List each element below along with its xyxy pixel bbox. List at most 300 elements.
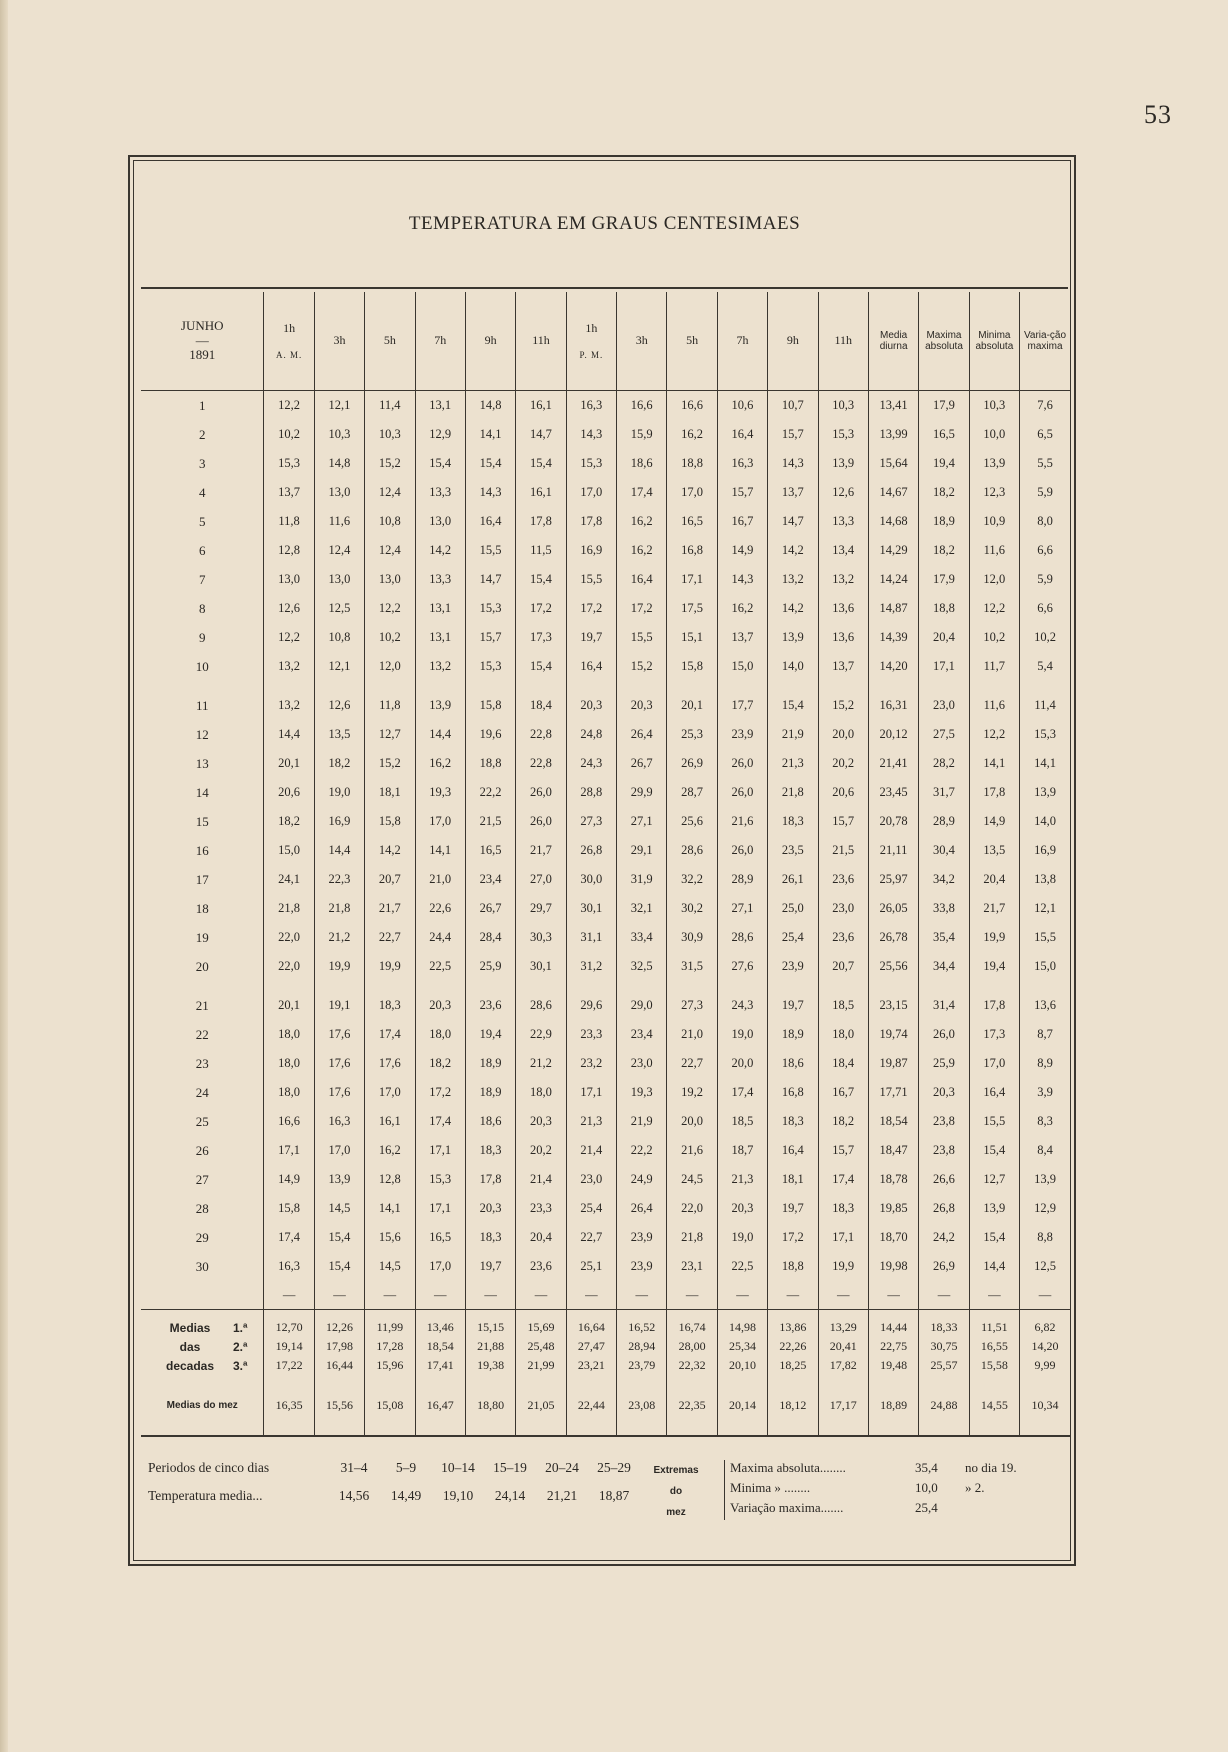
value-cell: 12,9 bbox=[1020, 1194, 1070, 1223]
value-cell: 19,98 bbox=[868, 1252, 918, 1281]
value-cell: 15,4 bbox=[314, 1252, 364, 1281]
value-cell: 15,0 bbox=[1020, 952, 1070, 981]
value-cell: 16,3 bbox=[314, 1107, 364, 1136]
value-cell: 6,6 bbox=[1020, 594, 1070, 623]
decade-value: 17,28 bbox=[365, 1337, 415, 1356]
value-cell: 16,2 bbox=[617, 536, 667, 565]
value-cell: 18,0 bbox=[818, 1020, 868, 1049]
table-row bbox=[141, 1049, 1070, 1078]
value-cell: 21,7 bbox=[365, 894, 415, 923]
col-header-media: Media diurna bbox=[868, 292, 918, 391]
value-cell: 13,7 bbox=[717, 623, 767, 652]
table-row bbox=[141, 594, 1070, 623]
value-cell: 22,7 bbox=[667, 1049, 717, 1078]
day-cell: 2 bbox=[198, 426, 206, 442]
period-temp: 14,49 bbox=[390, 1488, 422, 1503]
value-cell: 14,3 bbox=[717, 565, 767, 594]
gap-cell bbox=[969, 981, 1019, 991]
value-cell: 15,5 bbox=[465, 536, 515, 565]
value-cell: 26,4 bbox=[617, 720, 667, 749]
value-cell: 16,9 bbox=[566, 536, 616, 565]
value-cell: 21,5 bbox=[465, 807, 515, 836]
day-cell: 10 bbox=[195, 658, 209, 674]
value-cell: 16,4 bbox=[617, 565, 667, 594]
value-cell: 24,3 bbox=[717, 991, 767, 1020]
period-range: 15–19 bbox=[493, 1460, 527, 1475]
day-cell: 18 bbox=[195, 900, 209, 916]
value-cell: 10,8 bbox=[314, 623, 364, 652]
value-cell: 10,2 bbox=[365, 623, 415, 652]
table-row bbox=[141, 1078, 1070, 1107]
decade-value: 20,41 bbox=[818, 1337, 868, 1356]
value-cell: 15,64 bbox=[868, 449, 918, 478]
day-cell: 15 bbox=[195, 813, 209, 829]
value-cell: 19,7 bbox=[566, 623, 616, 652]
value-cell: 13,6 bbox=[1020, 991, 1070, 1020]
value-cell: 25,4 bbox=[768, 923, 818, 952]
day-cell: 27 bbox=[195, 1171, 209, 1187]
value-cell: 21,3 bbox=[566, 1107, 616, 1136]
value-cell: 10,0 bbox=[969, 420, 1019, 449]
value-cell: 14,7 bbox=[465, 565, 515, 594]
decade-value: 30,75 bbox=[919, 1337, 969, 1356]
temp-media-label: Temperatura media... bbox=[148, 1488, 263, 1503]
value-cell: 8,7 bbox=[1020, 1020, 1070, 1049]
value-cell: 18,1 bbox=[768, 1165, 818, 1194]
value-cell: 14,1 bbox=[365, 1194, 415, 1223]
value-cell: 22,7 bbox=[566, 1223, 616, 1252]
value-cell: 16,5 bbox=[465, 836, 515, 865]
value-cell: 20,0 bbox=[717, 1049, 767, 1078]
value-cell: 16,2 bbox=[365, 1136, 415, 1165]
value-cell: 26,8 bbox=[566, 836, 616, 865]
table-row bbox=[141, 991, 1070, 1020]
day-cell: 25 bbox=[195, 1113, 209, 1129]
value-cell: 13,9 bbox=[314, 1165, 364, 1194]
value-cell: 17,6 bbox=[314, 1020, 364, 1049]
value-cell: 20,1 bbox=[667, 691, 717, 720]
table-row bbox=[141, 778, 1070, 807]
decade-value: 20,10 bbox=[717, 1356, 767, 1375]
value-cell: 14,1 bbox=[969, 749, 1019, 778]
month-mean-value: 14,55 bbox=[969, 1375, 1019, 1436]
period-range: 31–4 bbox=[340, 1460, 368, 1475]
day-cell: 28 bbox=[195, 1200, 209, 1216]
value-cell: 14,5 bbox=[365, 1252, 415, 1281]
table-row bbox=[141, 507, 1070, 536]
value-cell: 16,4 bbox=[566, 652, 616, 681]
value-cell: 26,0 bbox=[516, 778, 566, 807]
value-cell: 15,3 bbox=[465, 594, 515, 623]
value-cell: 23,0 bbox=[919, 691, 969, 720]
value-cell: 14,3 bbox=[465, 478, 515, 507]
value-cell: 27,3 bbox=[566, 807, 616, 836]
decade-value: 11,99 bbox=[365, 1310, 415, 1338]
value-cell: 23,5 bbox=[768, 836, 818, 865]
decade-value: 28,94 bbox=[617, 1337, 667, 1356]
value-cell: 15,7 bbox=[768, 420, 818, 449]
value-cell: 13,2 bbox=[818, 565, 868, 594]
value-cell: 23,9 bbox=[768, 952, 818, 981]
gap-cell bbox=[717, 681, 767, 691]
gap-cell bbox=[667, 681, 717, 691]
value-cell: 17,4 bbox=[264, 1223, 314, 1252]
gap-cell bbox=[141, 981, 264, 991]
period-range: 25–29 bbox=[597, 1460, 631, 1475]
extremes-rows bbox=[724, 1460, 1017, 1520]
value-cell: 20,3 bbox=[919, 1078, 969, 1107]
value-cell: 22,7 bbox=[365, 923, 415, 952]
day-cell: 9 bbox=[198, 629, 206, 645]
value-cell: 17,4 bbox=[415, 1107, 465, 1136]
dash-cell: — bbox=[868, 1281, 918, 1310]
value-cell: 15,3 bbox=[465, 652, 515, 681]
value-cell: 19,7 bbox=[768, 1194, 818, 1223]
value-cell: 10,3 bbox=[314, 420, 364, 449]
value-cell: 13,9 bbox=[1020, 1165, 1070, 1194]
dash-cell: — bbox=[516, 1281, 566, 1310]
value-cell: 17,0 bbox=[314, 1136, 364, 1165]
value-cell: 13,9 bbox=[969, 1194, 1019, 1223]
value-cell: 18,9 bbox=[919, 507, 969, 536]
value-cell: 15,1 bbox=[667, 623, 717, 652]
gap-cell bbox=[667, 981, 717, 991]
value-cell: 18,0 bbox=[264, 1078, 314, 1107]
value-cell: 12,1 bbox=[314, 391, 364, 421]
value-cell: 17,71 bbox=[868, 1078, 918, 1107]
value-cell: 14,4 bbox=[969, 1252, 1019, 1281]
value-cell: 13,9 bbox=[1020, 778, 1070, 807]
value-cell: 13,5 bbox=[314, 720, 364, 749]
value-cell: 29,9 bbox=[617, 778, 667, 807]
col-header: 9h bbox=[465, 292, 515, 391]
value-cell: 10,6 bbox=[717, 391, 767, 421]
value-cell: 18,6 bbox=[768, 1049, 818, 1078]
value-cell: 15,7 bbox=[818, 1136, 868, 1165]
value-cell: 19,3 bbox=[617, 1078, 667, 1107]
value-cell: 8,8 bbox=[1020, 1223, 1070, 1252]
value-cell: 13,0 bbox=[365, 565, 415, 594]
table-row bbox=[141, 565, 1070, 594]
value-cell: 13,0 bbox=[314, 478, 364, 507]
decade-value: 18,54 bbox=[415, 1337, 465, 1356]
value-cell: 17,2 bbox=[516, 594, 566, 623]
value-cell: 21,7 bbox=[969, 894, 1019, 923]
value-cell: 13,6 bbox=[818, 594, 868, 623]
value-cell: 15,3 bbox=[818, 420, 868, 449]
value-cell: 15,7 bbox=[465, 623, 515, 652]
value-cell: 15,4 bbox=[516, 449, 566, 478]
value-cell: 15,0 bbox=[717, 652, 767, 681]
value-cell: 16,2 bbox=[717, 594, 767, 623]
month-mean-value: 21,05 bbox=[516, 1375, 566, 1436]
value-cell: 21,8 bbox=[768, 778, 818, 807]
day-cell: 11 bbox=[195, 697, 209, 713]
value-cell: 22,6 bbox=[415, 894, 465, 923]
value-cell: 17,5 bbox=[667, 594, 717, 623]
value-cell: 20,7 bbox=[365, 865, 415, 894]
value-cell: 23,0 bbox=[818, 894, 868, 923]
value-cell: 21,3 bbox=[768, 749, 818, 778]
value-cell: 22,8 bbox=[516, 720, 566, 749]
gap-cell bbox=[516, 981, 566, 991]
gap-cell bbox=[919, 681, 969, 691]
value-cell: 14,9 bbox=[969, 807, 1019, 836]
value-cell: 13,4 bbox=[818, 536, 868, 565]
value-cell: 13,9 bbox=[768, 623, 818, 652]
value-cell: 18,0 bbox=[415, 1020, 465, 1049]
day-cell: 14 bbox=[195, 784, 209, 800]
value-cell: 21,0 bbox=[415, 865, 465, 894]
value-cell: 17,0 bbox=[365, 1078, 415, 1107]
col-header-maxima: Maxima absoluta bbox=[919, 292, 969, 391]
value-cell: 3,9 bbox=[1020, 1078, 1070, 1107]
value-cell: 26,7 bbox=[465, 894, 515, 923]
value-cell: 18,4 bbox=[818, 1049, 868, 1078]
value-cell: 20,78 bbox=[868, 807, 918, 836]
period-temp: 18,87 bbox=[598, 1488, 630, 1503]
value-cell: 17,4 bbox=[617, 478, 667, 507]
dash-cell: — bbox=[818, 1281, 868, 1310]
value-cell: 13,9 bbox=[818, 449, 868, 478]
value-cell: 12,1 bbox=[314, 652, 364, 681]
table-row bbox=[141, 836, 1070, 865]
value-cell: 18,2 bbox=[818, 1107, 868, 1136]
value-cell: 34,2 bbox=[919, 865, 969, 894]
value-cell: 14,1 bbox=[1020, 749, 1070, 778]
value-cell: 15,4 bbox=[969, 1136, 1019, 1165]
value-cell: 24,3 bbox=[566, 749, 616, 778]
value-cell: 17,8 bbox=[516, 507, 566, 536]
page-number: 53 bbox=[1144, 100, 1172, 129]
value-cell: 11,4 bbox=[1020, 691, 1070, 720]
table-row bbox=[141, 749, 1070, 778]
value-cell: 20,1 bbox=[264, 749, 314, 778]
value-cell: 13,7 bbox=[818, 652, 868, 681]
decade-value: 17,98 bbox=[314, 1337, 364, 1356]
value-cell: 13,2 bbox=[264, 691, 314, 720]
value-cell: 12,2 bbox=[969, 720, 1019, 749]
value-cell: 27,0 bbox=[516, 865, 566, 894]
day-cell: 12 bbox=[195, 726, 209, 742]
day-cell: 22 bbox=[195, 1026, 209, 1042]
value-cell: 18,5 bbox=[717, 1107, 767, 1136]
period-temp: 14,56 bbox=[338, 1488, 370, 1503]
value-cell: 13,3 bbox=[415, 478, 465, 507]
decade-value: 16,55 bbox=[969, 1337, 1019, 1356]
decade-label-text: decadas bbox=[165, 1358, 215, 1373]
value-cell: 31,4 bbox=[919, 991, 969, 1020]
decade-gap bbox=[141, 681, 1070, 691]
value-cell: 8,0 bbox=[1020, 507, 1070, 536]
value-cell: 13,1 bbox=[415, 623, 465, 652]
value-cell: 17,0 bbox=[969, 1049, 1019, 1078]
value-cell: 16,3 bbox=[717, 449, 767, 478]
value-cell: 16,8 bbox=[667, 536, 717, 565]
value-cell: 17,2 bbox=[617, 594, 667, 623]
value-cell: 17,9 bbox=[919, 565, 969, 594]
month-means-label: Medias do mez bbox=[141, 1375, 264, 1436]
value-cell: 27,3 bbox=[667, 991, 717, 1020]
value-cell: 18,2 bbox=[919, 536, 969, 565]
value-cell: 27,1 bbox=[717, 894, 767, 923]
value-cell: 14,87 bbox=[868, 594, 918, 623]
value-cell: 24,2 bbox=[919, 1223, 969, 1252]
gap-cell bbox=[465, 681, 515, 691]
summary-section bbox=[148, 1460, 1068, 1540]
value-cell: 18,8 bbox=[768, 1252, 818, 1281]
month-mean-value: 17,17 bbox=[818, 1375, 868, 1436]
col-header: 5h bbox=[667, 292, 717, 391]
gap-cell bbox=[617, 981, 667, 991]
value-cell: 16,2 bbox=[415, 749, 465, 778]
value-cell: 27,5 bbox=[919, 720, 969, 749]
value-cell: 31,7 bbox=[919, 778, 969, 807]
value-cell: 24,5 bbox=[667, 1165, 717, 1194]
dash-cell: — bbox=[415, 1281, 465, 1310]
value-cell: 19,0 bbox=[717, 1020, 767, 1049]
value-cell: 13,0 bbox=[415, 507, 465, 536]
period-temp: 24,14 bbox=[494, 1488, 526, 1503]
value-cell: 17,3 bbox=[969, 1020, 1019, 1049]
value-cell: 16,9 bbox=[314, 807, 364, 836]
value-cell: 13,99 bbox=[868, 420, 918, 449]
value-cell: 25,3 bbox=[667, 720, 717, 749]
value-cell: 12,5 bbox=[314, 594, 364, 623]
value-cell: 28,4 bbox=[465, 923, 515, 952]
value-cell: 6,6 bbox=[1020, 536, 1070, 565]
value-cell: 20,3 bbox=[617, 691, 667, 720]
value-cell: 17,2 bbox=[768, 1223, 818, 1252]
decade-value: 13,29 bbox=[818, 1310, 868, 1338]
decade-label bbox=[141, 1310, 264, 1338]
value-cell: 13,41 bbox=[868, 391, 918, 421]
decade-value: 19,38 bbox=[465, 1356, 515, 1375]
value-cell: 23,15 bbox=[868, 991, 918, 1020]
value-cell: 19,7 bbox=[465, 1252, 515, 1281]
gap-cell bbox=[314, 681, 364, 691]
value-cell: 19,87 bbox=[868, 1049, 918, 1078]
value-cell: 15,4 bbox=[314, 1223, 364, 1252]
month-mean-value: 22,35 bbox=[667, 1375, 717, 1436]
pm-label: P. M. bbox=[579, 349, 604, 360]
value-cell: 12,8 bbox=[365, 1165, 415, 1194]
value-cell: 32,5 bbox=[617, 952, 667, 981]
value-cell: 18,2 bbox=[314, 749, 364, 778]
period-range: 10–14 bbox=[441, 1460, 475, 1475]
decade-value: 15,69 bbox=[516, 1310, 566, 1338]
value-cell: 18,3 bbox=[465, 1223, 515, 1252]
value-cell: 32,2 bbox=[667, 865, 717, 894]
decade-label bbox=[141, 1337, 264, 1356]
dash-cell: — bbox=[264, 1281, 314, 1310]
decade-value: 22,32 bbox=[667, 1356, 717, 1375]
gap-cell bbox=[314, 981, 364, 991]
value-cell: 23,6 bbox=[818, 923, 868, 952]
dash-cell: — bbox=[314, 1281, 364, 1310]
value-cell: 17,2 bbox=[566, 594, 616, 623]
value-cell: 22,3 bbox=[314, 865, 364, 894]
value-cell: 12,9 bbox=[415, 420, 465, 449]
value-cell: 16,2 bbox=[617, 507, 667, 536]
value-cell: 15,6 bbox=[365, 1223, 415, 1252]
value-cell: 15,0 bbox=[264, 836, 314, 865]
value-cell: 16,4 bbox=[465, 507, 515, 536]
value-cell: 18,7 bbox=[717, 1136, 767, 1165]
decade-value: 25,48 bbox=[516, 1337, 566, 1356]
value-cell: 26,9 bbox=[667, 749, 717, 778]
value-cell: 21,9 bbox=[617, 1107, 667, 1136]
month-year: 1891 bbox=[189, 347, 216, 363]
value-cell: 17,0 bbox=[415, 1252, 465, 1281]
value-cell: 26,0 bbox=[516, 807, 566, 836]
value-cell: 15,2 bbox=[365, 449, 415, 478]
value-cell: 15,8 bbox=[667, 652, 717, 681]
table-row bbox=[141, 536, 1070, 565]
day-cell: 29 bbox=[195, 1229, 209, 1245]
value-cell: 26,0 bbox=[717, 778, 767, 807]
value-cell: 28,9 bbox=[717, 865, 767, 894]
value-cell: 18,4 bbox=[516, 691, 566, 720]
table-row bbox=[141, 894, 1070, 923]
value-cell: 18,9 bbox=[768, 1020, 818, 1049]
value-cell: 23,0 bbox=[566, 1165, 616, 1194]
dash-cell: — bbox=[717, 1281, 767, 1310]
table-row bbox=[141, 420, 1070, 449]
value-cell: 12,8 bbox=[264, 536, 314, 565]
col-header-minima: Minima absoluta bbox=[969, 292, 1019, 391]
decade-label-text: das bbox=[179, 1339, 201, 1354]
value-cell: 15,4 bbox=[415, 449, 465, 478]
value-cell: 11,6 bbox=[969, 536, 1019, 565]
dash-cell: — bbox=[365, 1281, 415, 1310]
value-cell: 16,2 bbox=[667, 420, 717, 449]
value-cell: 23,9 bbox=[617, 1252, 667, 1281]
value-cell: 16,6 bbox=[617, 391, 667, 421]
value-cell: 13,7 bbox=[768, 478, 818, 507]
value-cell: 22,8 bbox=[516, 749, 566, 778]
value-cell: 23,3 bbox=[566, 1020, 616, 1049]
value-cell: 19,9 bbox=[818, 1252, 868, 1281]
period-range: 20–24 bbox=[545, 1460, 579, 1475]
value-cell: 17,8 bbox=[465, 1165, 515, 1194]
value-cell: 14,4 bbox=[415, 720, 465, 749]
value-cell: 17,1 bbox=[919, 652, 969, 681]
month-header bbox=[141, 292, 264, 391]
value-cell: 20,0 bbox=[818, 720, 868, 749]
page-edge bbox=[0, 0, 8, 1752]
value-cell: 21,7 bbox=[516, 836, 566, 865]
value-cell: 14,7 bbox=[516, 420, 566, 449]
value-cell: 18,0 bbox=[264, 1049, 314, 1078]
col-header: 11h bbox=[516, 292, 566, 391]
value-cell: 16,1 bbox=[516, 478, 566, 507]
value-cell: 18,8 bbox=[667, 449, 717, 478]
value-cell: 18,2 bbox=[264, 807, 314, 836]
value-cell: 23,4 bbox=[465, 865, 515, 894]
value-cell: 15,8 bbox=[465, 691, 515, 720]
value-cell: 10,9 bbox=[969, 507, 1019, 536]
value-cell: 25,6 bbox=[667, 807, 717, 836]
month-mean-value: 18,89 bbox=[868, 1375, 918, 1436]
gap-cell bbox=[415, 981, 465, 991]
value-cell: 22,0 bbox=[264, 923, 314, 952]
value-cell: 14,8 bbox=[314, 449, 364, 478]
table-body bbox=[141, 391, 1070, 1437]
value-cell: 21,6 bbox=[667, 1136, 717, 1165]
value-cell: 14,24 bbox=[868, 565, 918, 594]
value-cell: 14,3 bbox=[566, 420, 616, 449]
